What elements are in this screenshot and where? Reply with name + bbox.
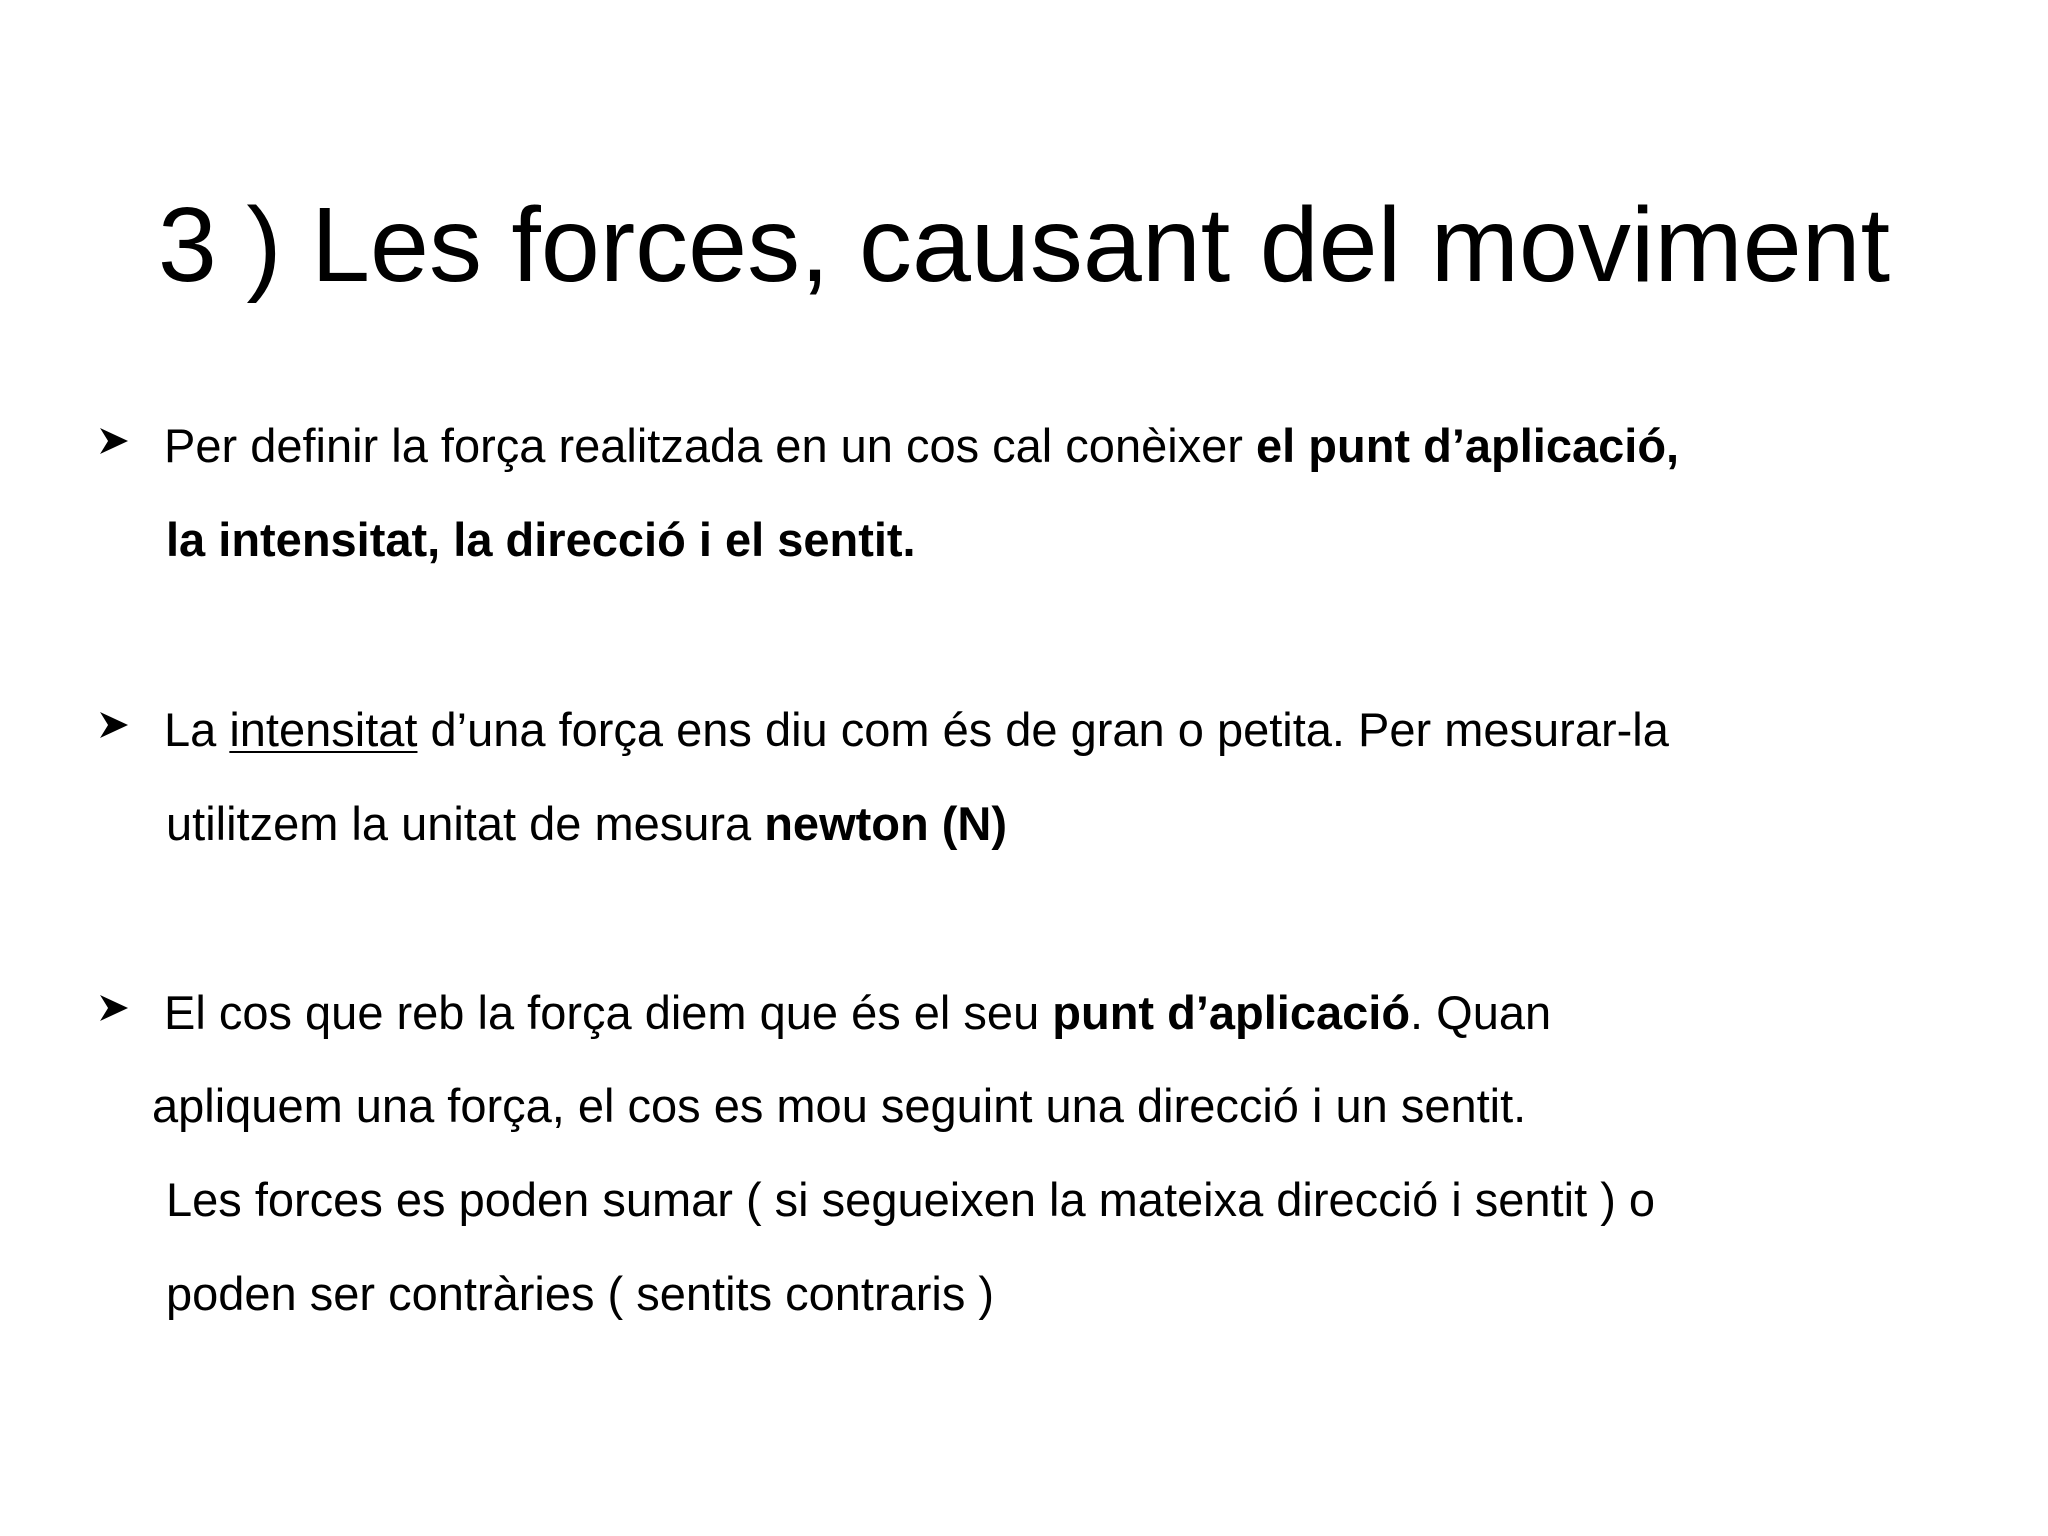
bullet-2-text-pre: La [164, 703, 230, 756]
bullet-3-text-4: poden ser contràries ( sentits contraris ) [166, 1267, 995, 1320]
bullet-3-text-2: apliquem una força, el cos es mou seguint una direcció i un sentit. [152, 1079, 1527, 1132]
bullet-1-line-1 [164, 416, 1679, 476]
bullet-3-bold-text: punt d’aplicació [1052, 986, 1411, 1039]
bullet-2-bold-text: newton (N) [764, 797, 1007, 850]
bullet-2-text-post: d’una força ens diu com és de gran o petita. Per mesurar-la [417, 703, 1669, 756]
bullet-3-line-4 [166, 1264, 994, 1324]
bullet-2-line-1 [164, 700, 1669, 760]
bullet-3-text-pre: El cos que reb la força diem que és el seu [164, 986, 1053, 1039]
bullet-3-line-3 [166, 1170, 1655, 1230]
bullet-3-text-3: Les forces es poden sumar ( si segueixen la mateixa direcció i sentit ) o [166, 1173, 1656, 1226]
arrow-bullet-icon [98, 710, 138, 746]
slide-title: 3 ) Les forces, causant del moviment [157, 186, 1891, 304]
bullet-3-text-post: . Quan [1410, 986, 1552, 1039]
arrow-bullet-icon [98, 993, 138, 1029]
arrow-bullet-icon [98, 426, 138, 462]
bullet-3-line-1 [164, 983, 1551, 1043]
bullet-3-line-2 [152, 1076, 1526, 1136]
bullet-2-underlined-term: intensitat [229, 703, 418, 756]
bullet-2-line-2 [166, 794, 1007, 854]
bullet-1-line-2 [166, 510, 916, 570]
bullet-1-bold-text-2: la intensitat, la direcció i el sentit. [166, 513, 916, 566]
bullet-2-text-2: utilitzem la unitat de mesura [166, 797, 765, 850]
bullet-1-text: Per definir la força realitzada en un cos cal conèixer [164, 419, 1257, 472]
bullet-1-bold-text: el punt d’aplicació, [1256, 419, 1680, 472]
